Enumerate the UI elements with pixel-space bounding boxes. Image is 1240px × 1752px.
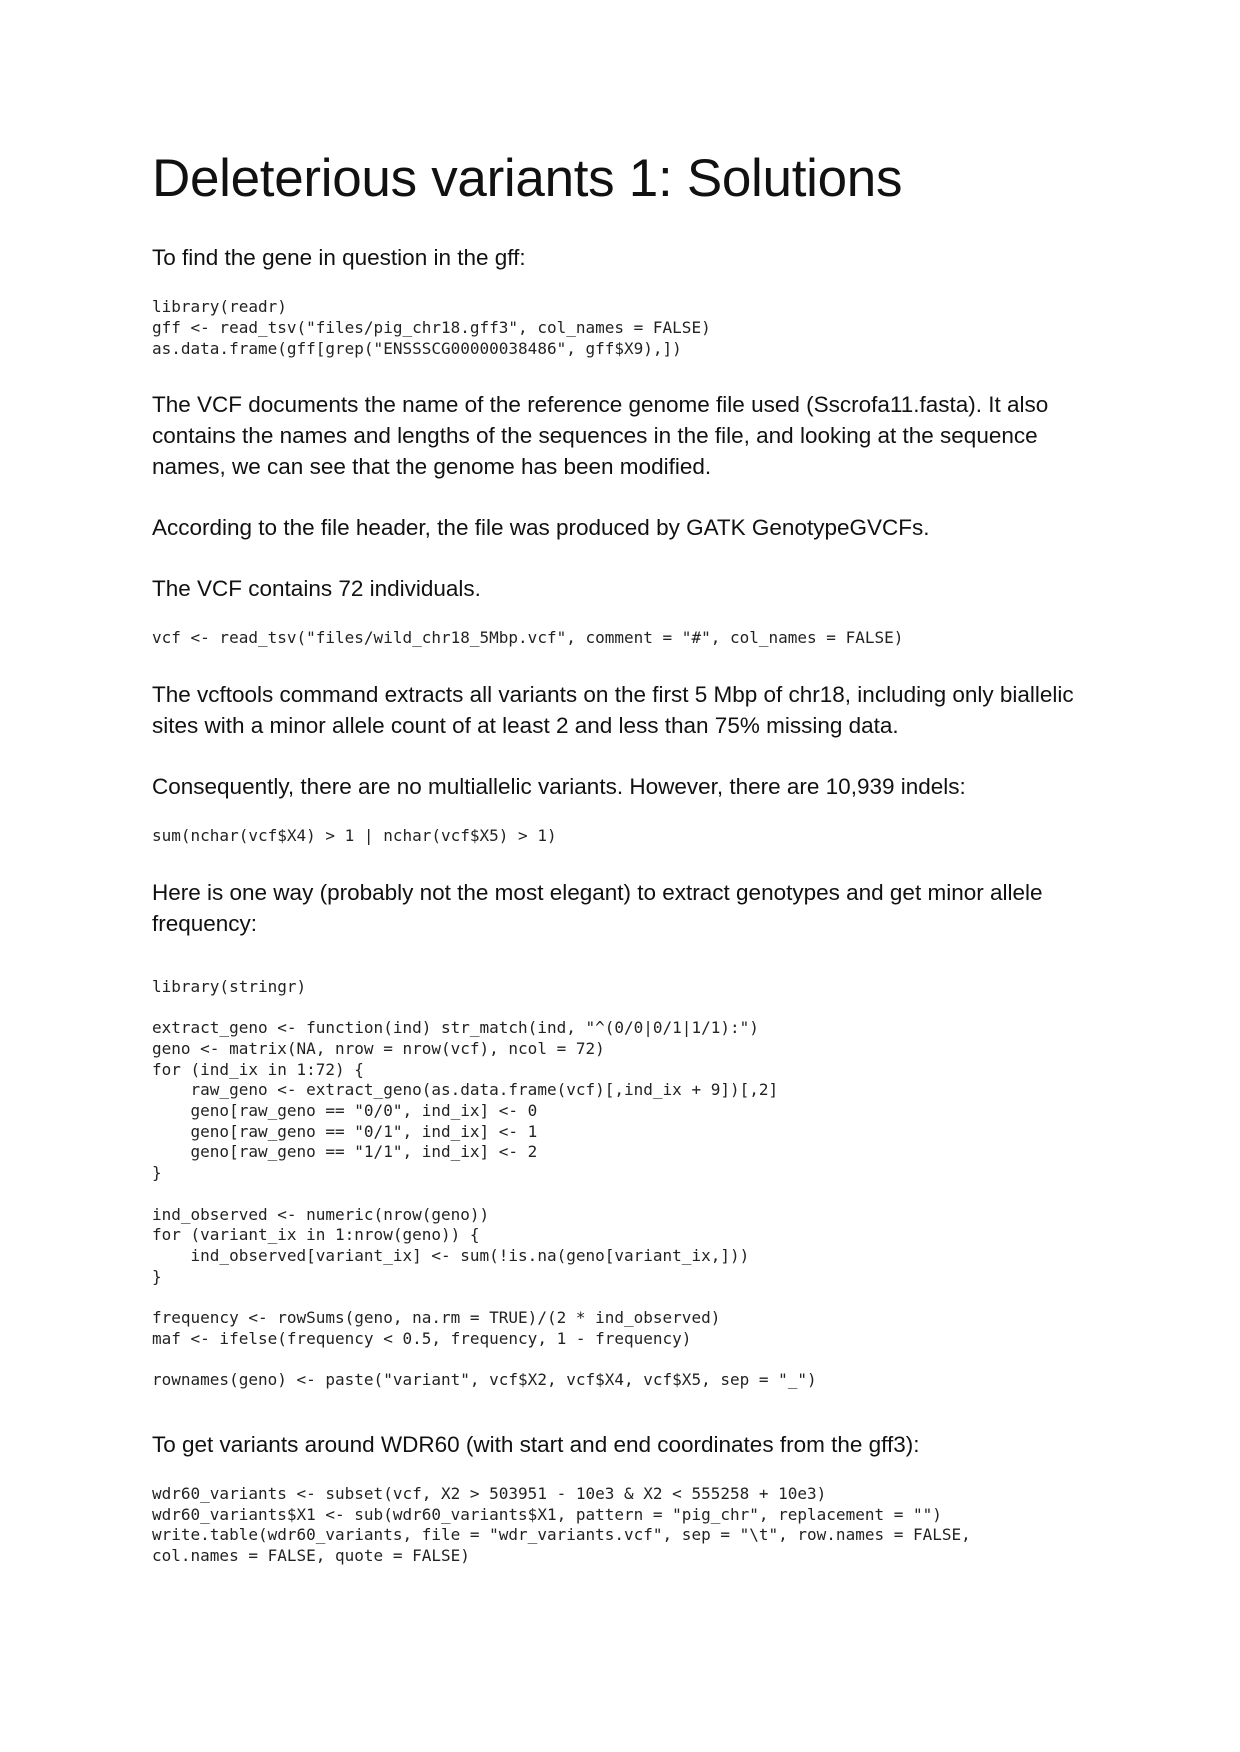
paragraph-find-gene: To find the gene in question in the gff: [152,245,526,271]
code-block-read-gff: library(readr) gff <- read_tsv("files/pig_chr18.gff3", col_names = FALSE) as.data.frame(gff[grep("ENSSSCG00000038486", gff$X9),]) [152,297,711,358]
code-block-count-indels: sum(nchar(vcf$X4) > 1 | nchar(vcf$X5) > 1) [152,826,557,846]
paragraph-file-header: According to the file header, the file was produced by GATK GenotypeGVCFs. [152,515,930,541]
paragraph-indels: Consequently, there are no multiallelic variants. However, there are 10,939 indels: [152,774,966,800]
paragraph-genotypes: Here is one way (probably not the most elegant) to extract genotypes and get minor allele frequency: [152,879,1043,936]
code-block-extract-genotypes: library(stringr) extract_geno <- function(ind) str_match(ind, "^(0/0|0/1|1/1):") geno <- matrix(NA, nrow = nrow(vcf), ncol = 72) for (ind_ix in 1:72) { raw_geno <- extract_geno(as.data.frame(vcf)[,ind_ix + 9])[,2] geno[raw_geno == "0/0", ind_ix] <- 0 geno[raw_geno == "0/1", ind_ix] <- 1 geno[raw_geno == "1/1", ind_ix] <- 2 } ind_observed <- numeric(nrow(geno)) for (variant_ix in 1:nrow(geno)) { ind_observed[variant_ix] <- sum(!is.na(geno[variant_ix,])) } frequency <- rowSums(geno, na.rm = TRUE)/(2 * ind_observed) maf <- ifelse(frequency < 0.5, frequency, 1 - frequency) rownames(geno) <- paste("variant", vcf$X2, vcf$X4, vcf$X5, sep = "_") [152,976,817,1390]
code-block-read-vcf: vcf <- read_tsv("files/wild_chr18_5Mbp.vcf", comment = "#", col_names = FALSE) [152,628,904,648]
paragraph-individuals: The VCF contains 72 individuals. [152,576,481,602]
code-block-wdr60-variants: wdr60_variants <- subset(vcf, X2 > 503951 - 10e3 & X2 < 555258 + 10e3) wdr60_variants$X1 <- sub(wdr60_variants$X1, pattern = "pig_chr", replacement = "") write.table(wdr60_variants, file = "wdr_variants.vcf", sep = "\t", row.names = FALSE, col.names = FALSE, quote = FALSE) [152,1483,971,1565]
document-page [152,150,1092,1567]
paragraph-vcftools: The vcftools command extracts all variants on the first 5 Mbp of chr18, including only biallelic sites with a minor allele count of at least 2 and less than 75% missing data. [152,682,1074,739]
document-title: Deleterious variants 1: Solutions [152,149,903,208]
paragraph-vcf-reference: The VCF documents the name of the reference genome file used (Sscrofa11.fasta). It also contains the names and lengths of the sequences in the file, and looking at the sequence names, we can see that the genome has been modified. [152,392,1049,480]
paragraph-wdr60: To get variants around WDR60 (with start and end coordinates from the gff3): [152,1431,920,1457]
